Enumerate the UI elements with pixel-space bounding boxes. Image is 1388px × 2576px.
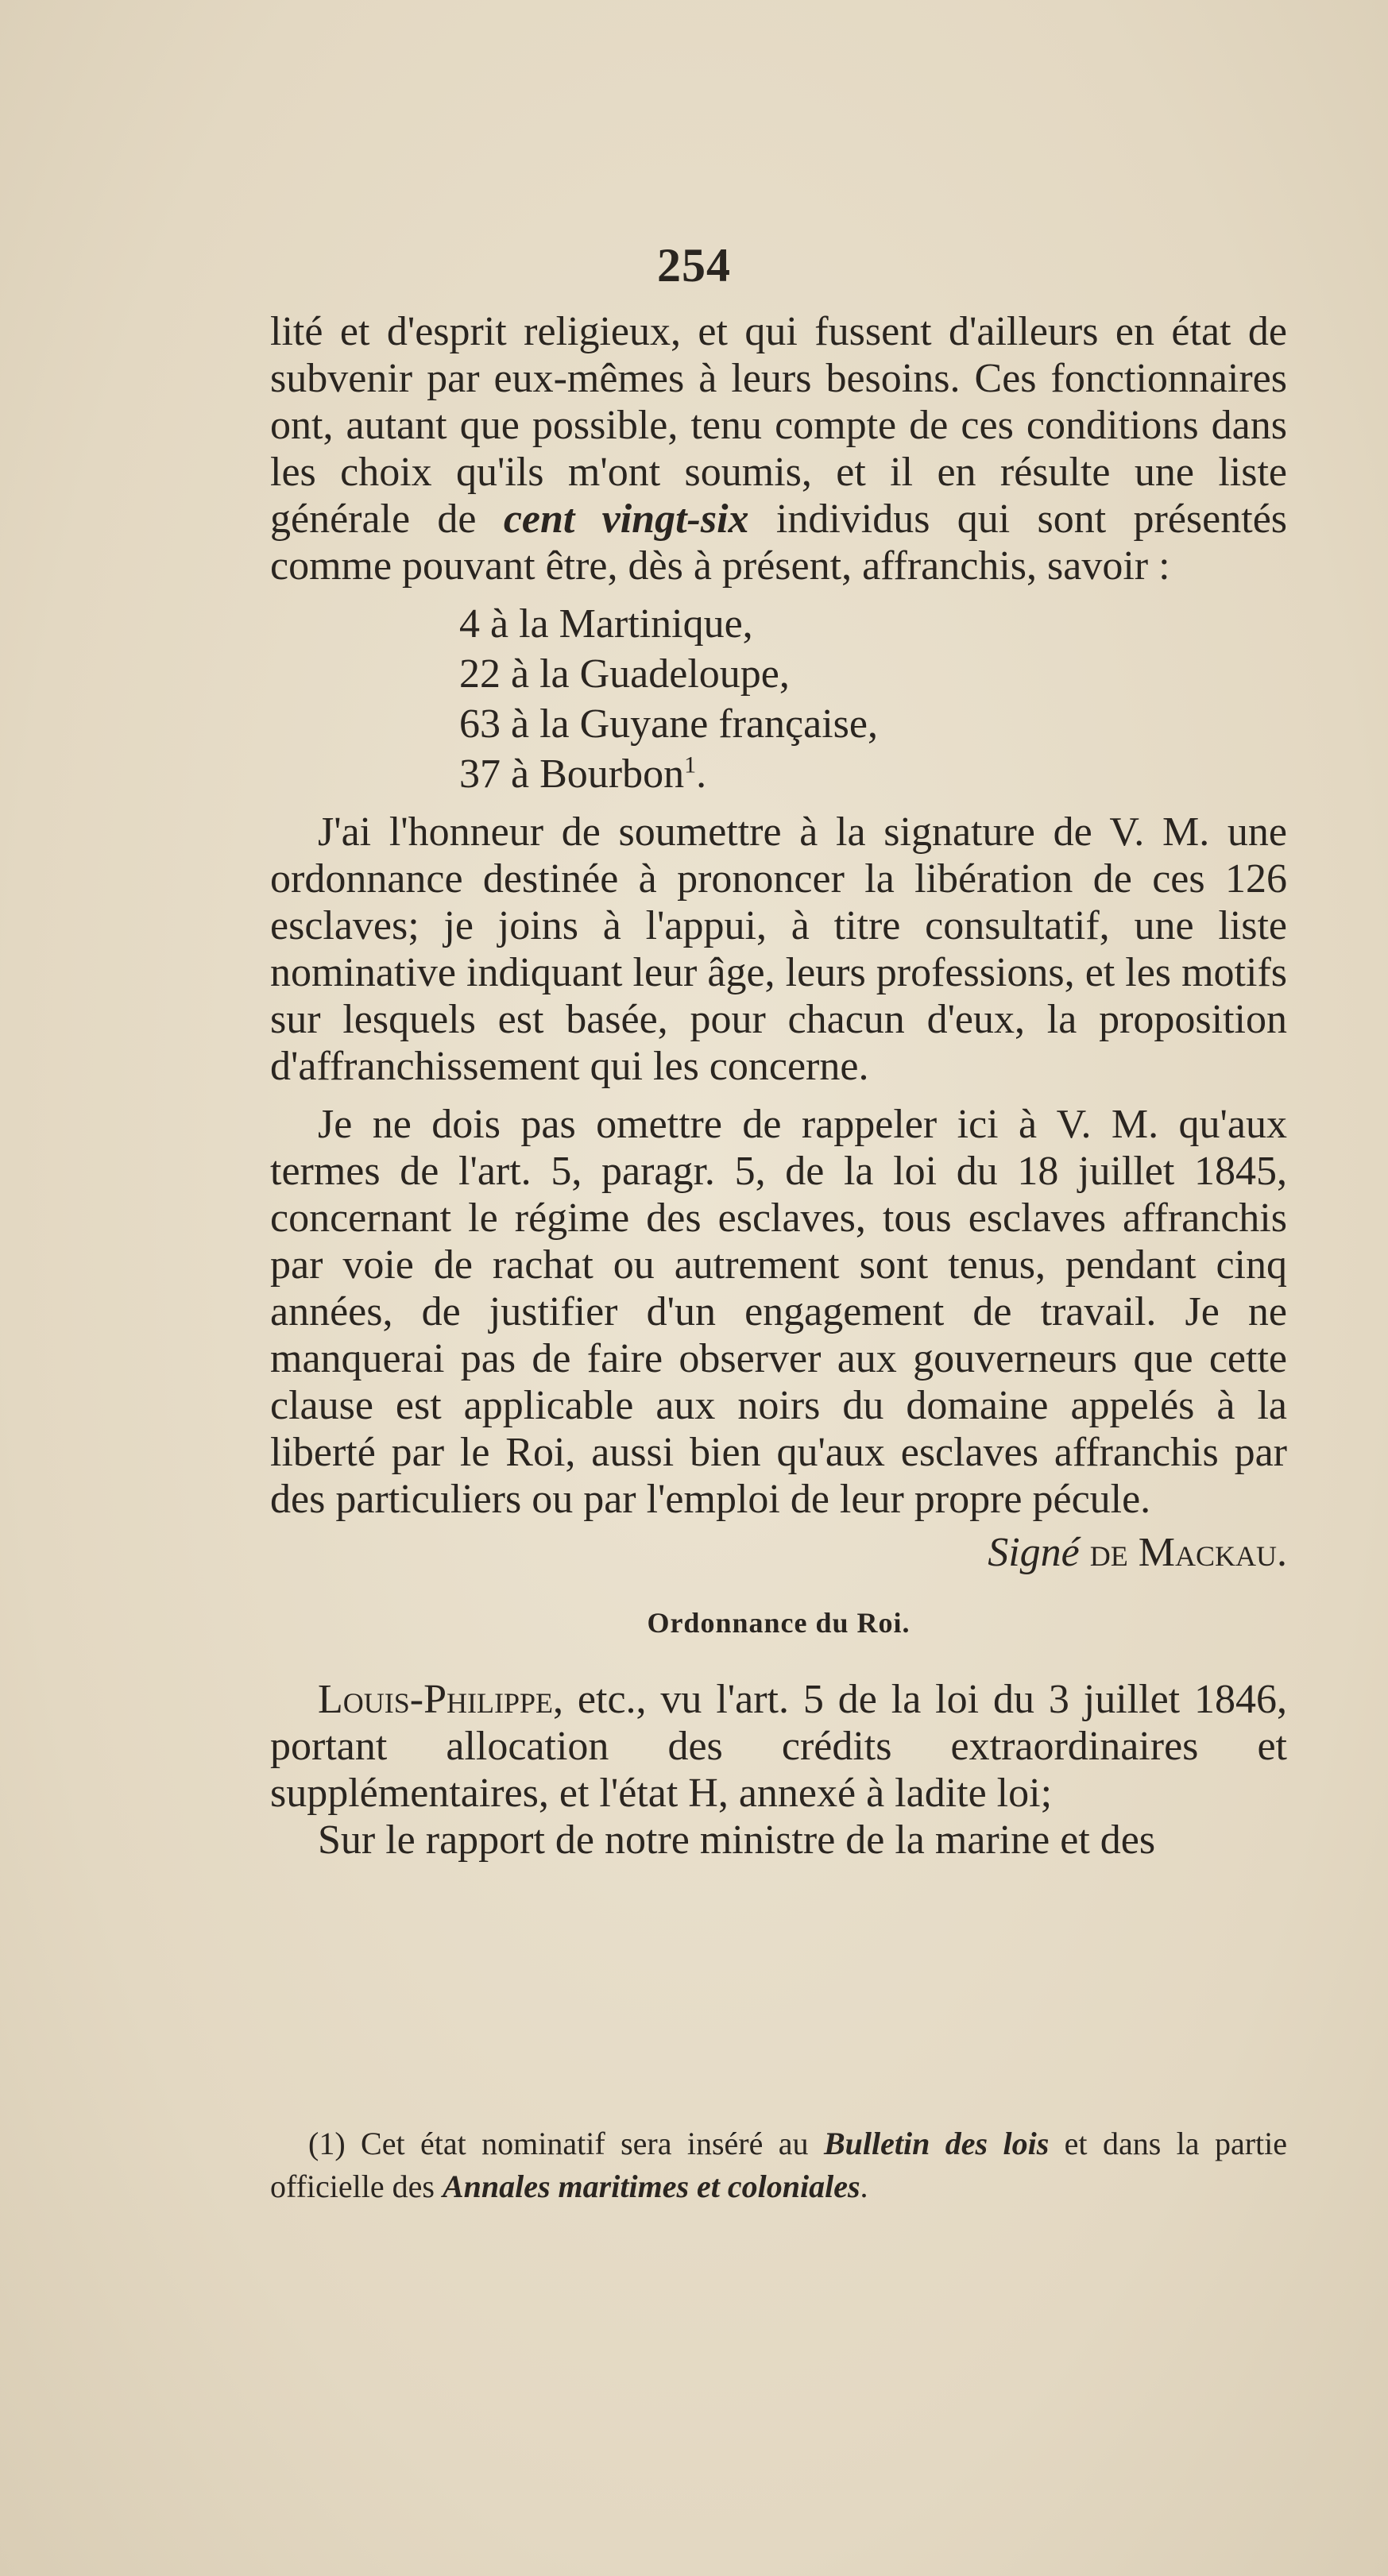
paragraph-3: Je ne dois pas omettre de rappeler ici à V. M. qu'aux termes de l'art. 5, paragr. 5, de la loi du 18 juillet 1845, concernant le régime des esclaves, tous esclaves affranchis par voie de rachat ou autrement sont tenus, pendant cinq années, de justifier d'un engagement de travail. Je ne manquerai pas de faire observer aux gouverneurs que cette clause est applicable aux noirs du domaine appelés à la liberté par le Roi, aussi bien qu'aux esclaves affranchis par des particuliers ou par l'emploi de leur propre pécule. bbox=[270, 1102, 1287, 1522]
signature-label: Signé bbox=[988, 1530, 1080, 1575]
paragraph-5: Sur le rapport de notre ministre de la marine et des bbox=[318, 1817, 1156, 1863]
footnote-emphasis-1: Bulletin des lois bbox=[823, 2126, 1050, 2161]
paragraph-1-emphasis: cent vingt-six bbox=[503, 496, 749, 542]
footnote-text-end: . bbox=[860, 2169, 868, 2204]
footnote-mark: (1) bbox=[308, 2126, 346, 2161]
paragraph-4-text: , etc., vu l'art. 5 de la loi du 3 juillet 1846, portant allocation des crédits extraordinaires et supplémentaires, et l'état H, annexé à ladite loi; bbox=[270, 1677, 1287, 1816]
paragraph-1 bbox=[270, 308, 1287, 589]
king-name: Louis-Philippe bbox=[318, 1677, 554, 1722]
list-item: 22 à la Guadeloupe, bbox=[459, 651, 790, 697]
list-end-punct: . bbox=[696, 751, 707, 797]
list-item: 63 à la Guyane française, bbox=[459, 701, 878, 747]
footnote-text bbox=[270, 2122, 1287, 2208]
body-text bbox=[270, 308, 1287, 1863]
footnote-text-before: Cet état nominatif sera inséré au bbox=[345, 2126, 824, 2161]
page-number: 254 bbox=[657, 239, 731, 292]
footnote bbox=[270, 2122, 1287, 2208]
paragraph-2: J'ai l'honneur de soumettre à la signature de V. M. une ordonnance destinée à prononcer la libération de ces 126 esclaves; je joins à l'appui, à titre consultatif, une liste nominative indiquant leur âge, leurs professions, et les motifs sur lesquels est basée, pour chacun d'eux, la proposition d'affranchissement qui les concerne. bbox=[270, 809, 1287, 1089]
paragraph-4 bbox=[270, 1676, 1287, 1817]
list-item: 4 à la Martinique, bbox=[459, 601, 753, 647]
list-item-text: 37 à Bourbon bbox=[459, 751, 685, 797]
signature-name: de Mackau. bbox=[1089, 1530, 1287, 1575]
footnote-text-mid: et dans la partie officielle des bbox=[270, 2126, 1287, 2204]
colony-list bbox=[459, 599, 1287, 799]
signature bbox=[270, 1529, 1287, 1576]
footnote-emphasis-2: Annales maritimes et coloniales bbox=[442, 2169, 860, 2204]
paragraph-1-text-after: individus qui sont présentés comme pouvant être, dès à présent, affranchis, savoir : bbox=[270, 496, 1288, 589]
list-item-last bbox=[459, 749, 1287, 799]
footnote-marker: 1 bbox=[684, 751, 697, 778]
section-heading: Ordonnance du Roi. bbox=[647, 1607, 911, 1639]
paragraph-1-text-before: lité et d'esprit religieux, et qui fussent d'ailleurs en état de subvenir par eux-mêmes à leurs besoins. Ces fonctionnaires ont, autant que possible, tenu compte de ces conditions dans les choix qu'ils m'ont soumis, et il en résulte une liste générale de bbox=[270, 309, 1287, 542]
